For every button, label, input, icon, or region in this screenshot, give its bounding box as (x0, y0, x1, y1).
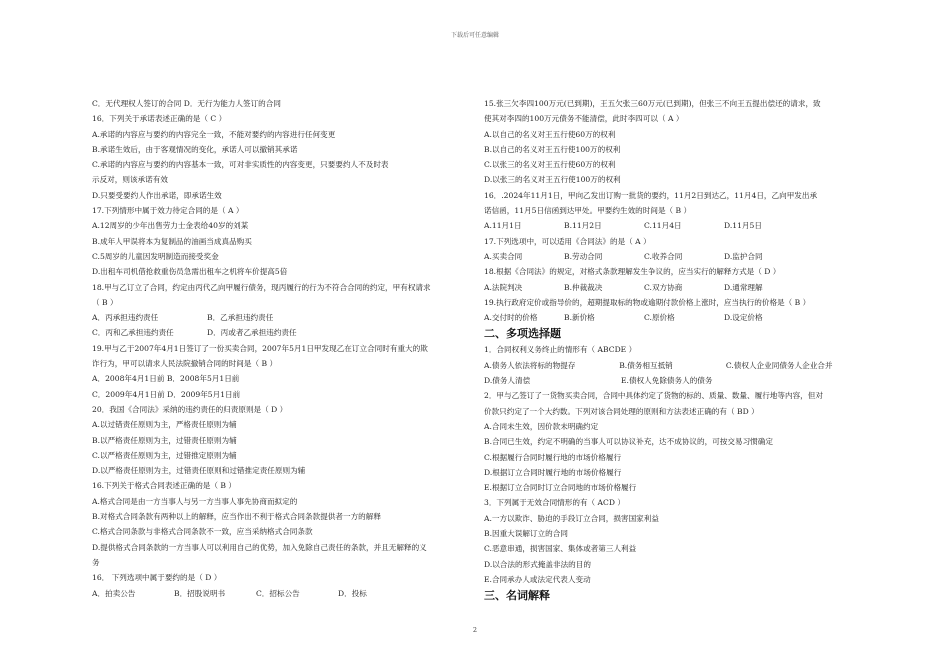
text-line: A.以自己的名义对王五行使60万的权利 (484, 129, 616, 139)
left-column (92, 96, 472, 601)
option-item: A．拍卖公告 (92, 588, 136, 598)
text-line: D.只要受要约人作出承诺，即承诺生效 (92, 190, 222, 200)
text-line: C．2009年4月1日前 D．2009年5月1日前 (92, 389, 241, 399)
option-item: C.双方协商 (644, 282, 683, 292)
text-line: A.12周岁的少年出售劳力士金表给40岁的刘某 (92, 221, 249, 231)
text-line: D.以合法的形式掩盖非法的目的 (484, 559, 591, 569)
text-line: 18.甲与乙订立了合同，约定由丙代乙向甲履行债务，现丙履行的行为不符合合同的约定，甲有权请求 (92, 282, 431, 292)
text-line: D.根据订立合同时履行地的市场价格履行 (484, 467, 622, 477)
option-item: C．丙和乙承担违约责任 (92, 328, 174, 338)
option-item: A.交付时的价格 (484, 313, 538, 323)
text-line: 16．.2024年11月1日，甲向乙发出订购一批货的要约，11月2日到达乙，11月4日，乙向甲发出承 (484, 190, 818, 200)
option-item: B.新价格 (564, 313, 595, 323)
option-item: C．招标公告 (256, 588, 300, 598)
text-line: 17.下列选项中，可以适用《合同法》的是（ A ） (484, 236, 651, 246)
text-line: C.恶意串通，损害国家、集体或者第三人利益 (484, 544, 637, 554)
text-line: 使其对李四的100万元债务不能清偿，此时李四可以（ A ） (484, 114, 684, 124)
text-line: C.5周岁的儿童因发明制造而接受奖金 (92, 251, 219, 261)
option-row (484, 358, 864, 373)
option-item: D．投标 (338, 588, 367, 598)
text-line: E.根据订立合同时订立合同地的市场价格履行 (484, 483, 637, 493)
option-item: D.债务人清偿 (484, 376, 531, 386)
option-row (484, 280, 864, 295)
option-item: C.债权人企业同债务人企业合并 (725, 360, 833, 370)
text-line: D.提供格式合同条款的一方当事人可以利用自己的优势，加入免除自己责任的条款，并且无解释的义 (92, 542, 427, 552)
option-item: C.收养合同 (644, 251, 683, 261)
text-line: 2．甲与乙签订了一货物买卖合同，合同中具体约定了货物的标的、质量、数量、履行地等内容，但对 (484, 391, 823, 401)
option-item: B.劳动合同 (564, 251, 603, 261)
option-item: C.原价格 (644, 313, 675, 323)
text-line: 18.根据《合同法》的规定，对格式条款理解发生争议的，应当实行的解释方式是（ D ） (484, 267, 781, 277)
text-line: A．2008年4月1日前 B．2008年5月1日前 (92, 374, 240, 384)
text-line: B.合同已生效，约定不明确的当事人可以协议补充，达不成协议的，可按交易习惯确定 (484, 437, 773, 447)
text-line: 诺信函，11月5日信函到达甲处。甲要约生效的时间是（ B ） (484, 206, 692, 216)
option-row (92, 586, 472, 601)
text-line: A.合同未生效，因价款未明确约定 (484, 421, 599, 431)
text-line: B.因重大误解订立的合同 (484, 529, 568, 539)
option-item: A.债务人依法将标的物提存 (484, 360, 576, 370)
option-item: D.通常理解 (724, 282, 763, 292)
text-line: 15.张三欠李四100万元(已到期)，王五欠张三60万元(已到期)，但张三不向王五提出偿还的请求，致 (484, 99, 821, 108)
page-number: 2 (472, 626, 478, 634)
text-line: C.根据履行合同时履行地的市场价格履行 (484, 452, 622, 462)
option-item: A.买卖合同 (484, 251, 523, 261)
text-line: A.一方以欺诈、胁迫的手段订立合同，损害国家利益 (484, 513, 659, 523)
text-line: A.以过错责任原则为主，严格责任原则为辅 (92, 420, 237, 430)
text-line: 诈行为，甲可以请求人民法院撤销合同的时间是（ B ） (92, 359, 278, 369)
text-line: 17.下列情形中属于效力待定合同的是（ A ） (92, 206, 244, 216)
page-header: 下载后可任意编辑 (450, 32, 499, 39)
text-line: B.对格式合同条款有两种以上的解释，应当作出不利于格式合同条款提供者一方的解释 (92, 512, 381, 522)
text-line: 16．下列关于承诺表述正确的是（ C ） (92, 114, 227, 124)
text-line: C．无代理权人签订的合同 D．无行为能力人签订的合同 (92, 99, 281, 108)
text-line: 20．我国《合同法》采纳的违约责任的归责原则是（ D ） (92, 404, 288, 414)
option-item: B.仲裁裁决 (564, 282, 603, 292)
text-line: C.承诺的内容应与要约的内容基本一致，可对非实质性的内容变更，只要要约人不及时表 (92, 160, 389, 170)
text-line: C.格式合同条款与非格式合同条款不一致，应当采纳格式合同条款 (92, 527, 313, 537)
text-line: D.以张三的名义对王五行使100万的权利 (484, 175, 621, 185)
text-line: 16.下列关于格式合同表述正确的是（ B ） (92, 481, 236, 491)
text-line: B.成年人甲误将本为复制品的油画当成真品购买 (92, 236, 252, 246)
text-line: 价款只约定了一个大约数。下列对该合同处理的原则和方法表述正确的有（ BD ） (484, 406, 759, 416)
option-item: A.法院判决 (484, 282, 523, 292)
option-item: D.11月5日 (724, 221, 762, 231)
section-heading: 三、名词解释 (484, 589, 550, 603)
text-line: 19.执行政府定价或指导价的，超期提取标的物或逾期付款价格上涨时，应当执行的价格是（ B ） (484, 297, 811, 307)
option-row (484, 373, 864, 388)
option-item: E.债权人免除债务人的债务 (621, 376, 713, 386)
option-item: D.监护合同 (724, 251, 763, 261)
section-heading: 二、多项选择题 (484, 327, 561, 341)
text-line: 1．合同权利义务终止的情形有（ ABCDE ） (484, 345, 637, 355)
option-item: D．丙或者乙承担违约责任 (207, 328, 297, 338)
text-line: C.以张三的名义对王五行使60万的权利 (484, 160, 616, 170)
option-item: B．招股说明书 (174, 588, 226, 598)
text-line: 示反对，则该承诺有效 (92, 175, 168, 185)
option-item: B．乙承担违约责任 (207, 313, 274, 323)
option-item: B.债务相互抵销 (619, 360, 673, 370)
option-item: B.11月2日 (564, 221, 602, 231)
text-line: 3．下列属于无效合同情形的有（ ACD ） (484, 498, 625, 508)
option-row (92, 325, 472, 340)
text-line: 务 (92, 557, 100, 567)
text-line: （ B ） (92, 297, 118, 307)
text-line: B.以严格责任原则为主，过错责任原则为辅 (92, 435, 237, 445)
text-line: D.出租车司机借抢救重伤员急需出租车之机将车价提高5倍 (92, 267, 288, 277)
option-row (484, 310, 864, 325)
option-item: D.设定价格 (724, 313, 763, 323)
text-line: A.格式合同是由一方当事人与另一方当事人事先协商而拟定的 (92, 496, 298, 506)
right-column (484, 96, 864, 604)
option-item: C.11月4日 (644, 221, 682, 231)
option-row (92, 310, 472, 325)
text-line: E.合同承办人或法定代表人变动 (484, 574, 591, 584)
option-row (484, 249, 864, 264)
text-line: B.承诺生效后，由于客观情况的变化，承诺人可以撤销其承诺 (92, 144, 298, 154)
text-line: C.以严格责任原则为主，过错推定原则为辅 (92, 450, 237, 460)
option-item: A.11月1日 (484, 221, 522, 231)
text-line: D.以严格责任原则为主，过错责任原则和过错推定责任原则为辅 (92, 466, 306, 476)
text-line: 19.甲与乙于2007年4月1日签订了一份买卖合同，2007年5月1日甲发现乙在订立合同时有重大的欺 (92, 343, 428, 353)
option-row (484, 218, 864, 233)
text-line: B.以自己的名义对王五行使100万的权利 (484, 144, 621, 154)
text-line: 16． 下列选项中属于要约的是（ D ） (92, 573, 222, 583)
text-line: A.承诺的内容应与要约的内容完全一致，不能对要约的内容进行任何变更 (92, 129, 336, 139)
option-item: A．丙承担违约责任 (92, 313, 159, 323)
